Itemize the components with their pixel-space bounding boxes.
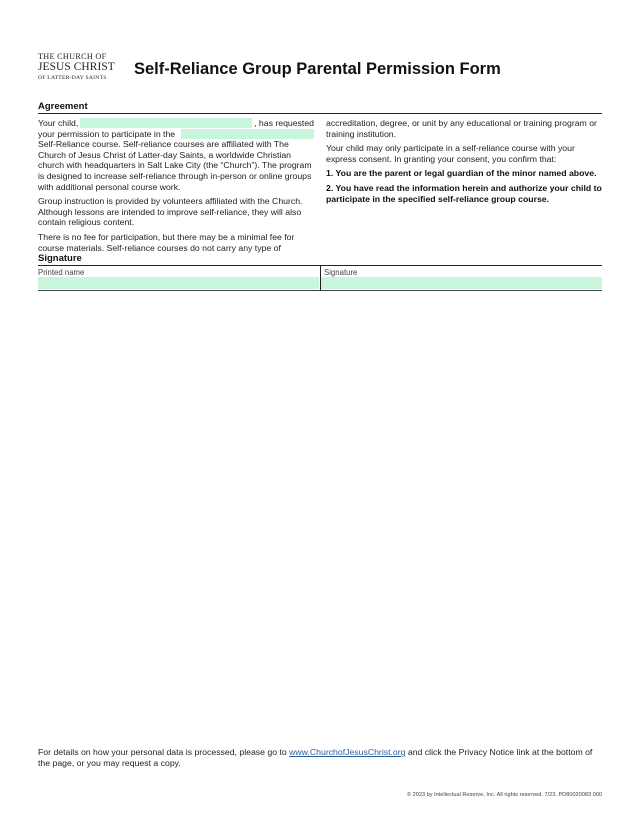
- logo-line-2: JESUS CHRIST: [38, 61, 115, 74]
- agreement-paragraph-2: Group instruction is provided by volunteers affiliated with the Church. Although lessons are intended to improve self-reliance, they will also contain religious content.: [38, 196, 303, 228]
- your-child-text: Your child,: [38, 118, 79, 128]
- has-requested-text: , has requested: [254, 118, 314, 128]
- privacy-notice: [38, 747, 602, 769]
- agreement-heading: Agreement: [38, 101, 88, 112]
- agreement-right-column: [326, 118, 602, 208]
- privacy-text-after: and click the Privacy Notice link at the bottom of the page, or you may request a copy.: [38, 747, 593, 768]
- course-description-text: Self-Reliance course. Self-reliance courses are affiliated with The Church of Jesus Christ of Latter-day Saints, a worldwide Christian church with headquarters in Salt Lake City (the “Church”). The program is designed to increase self-reliance through in-person or online groups with additional personal course work.: [38, 139, 312, 192]
- agreement-paragraph-1: [38, 118, 314, 192]
- agreement-rule: [38, 113, 602, 114]
- copyright-notice: © 2023 by Intellectual Reserve, Inc. All rights reserved. 7/23. PD80020083 000: [406, 792, 602, 798]
- agreement-left-column: [38, 118, 314, 257]
- course-name-field[interactable]: [181, 129, 314, 139]
- signature-field[interactable]: [321, 277, 602, 289]
- printed-name-field[interactable]: [38, 277, 319, 289]
- agreement-paragraph-5: Your child may only participate in a self-reliance course with your express consent. In granting your consent, you confirm that:: [326, 143, 575, 164]
- privacy-link[interactable]: www.ChurchofJesusChrist.org: [289, 747, 406, 757]
- church-logo: [38, 53, 118, 81]
- signature-label: Signature: [324, 268, 358, 277]
- agreement-paragraph-4: accreditation, degree, or unit by any educational or training program or training institution.: [326, 118, 597, 139]
- printed-name-label: Printed name: [38, 268, 85, 277]
- permission-text: your permission to participate in the: [38, 128, 176, 139]
- logo-line-3: OF LATTER-DAY SAINTS: [38, 74, 107, 81]
- signature-bottom-rule: [38, 290, 602, 291]
- confirmation-1: 1. You are the parent or legal guardian of the minor named above.: [326, 168, 597, 179]
- signature-heading: Signature: [38, 253, 82, 264]
- confirmation-2: 2. You have read the information herein and authorize your child to participate in the specified self-reliance group course.: [326, 182, 602, 204]
- agreement-paragraph-3: There is no fee for participation, but there may be a minimal fee for course materials. Self-reliance courses do not carry any type of: [38, 231, 295, 253]
- privacy-text-before: For details on how your personal data is processed, please go to: [38, 747, 290, 757]
- logo-line-1: THE CHURCH OF: [38, 52, 107, 61]
- child-name-field[interactable]: [80, 118, 252, 128]
- form-title: Self-Reliance Group Parental Permission Form: [134, 60, 501, 78]
